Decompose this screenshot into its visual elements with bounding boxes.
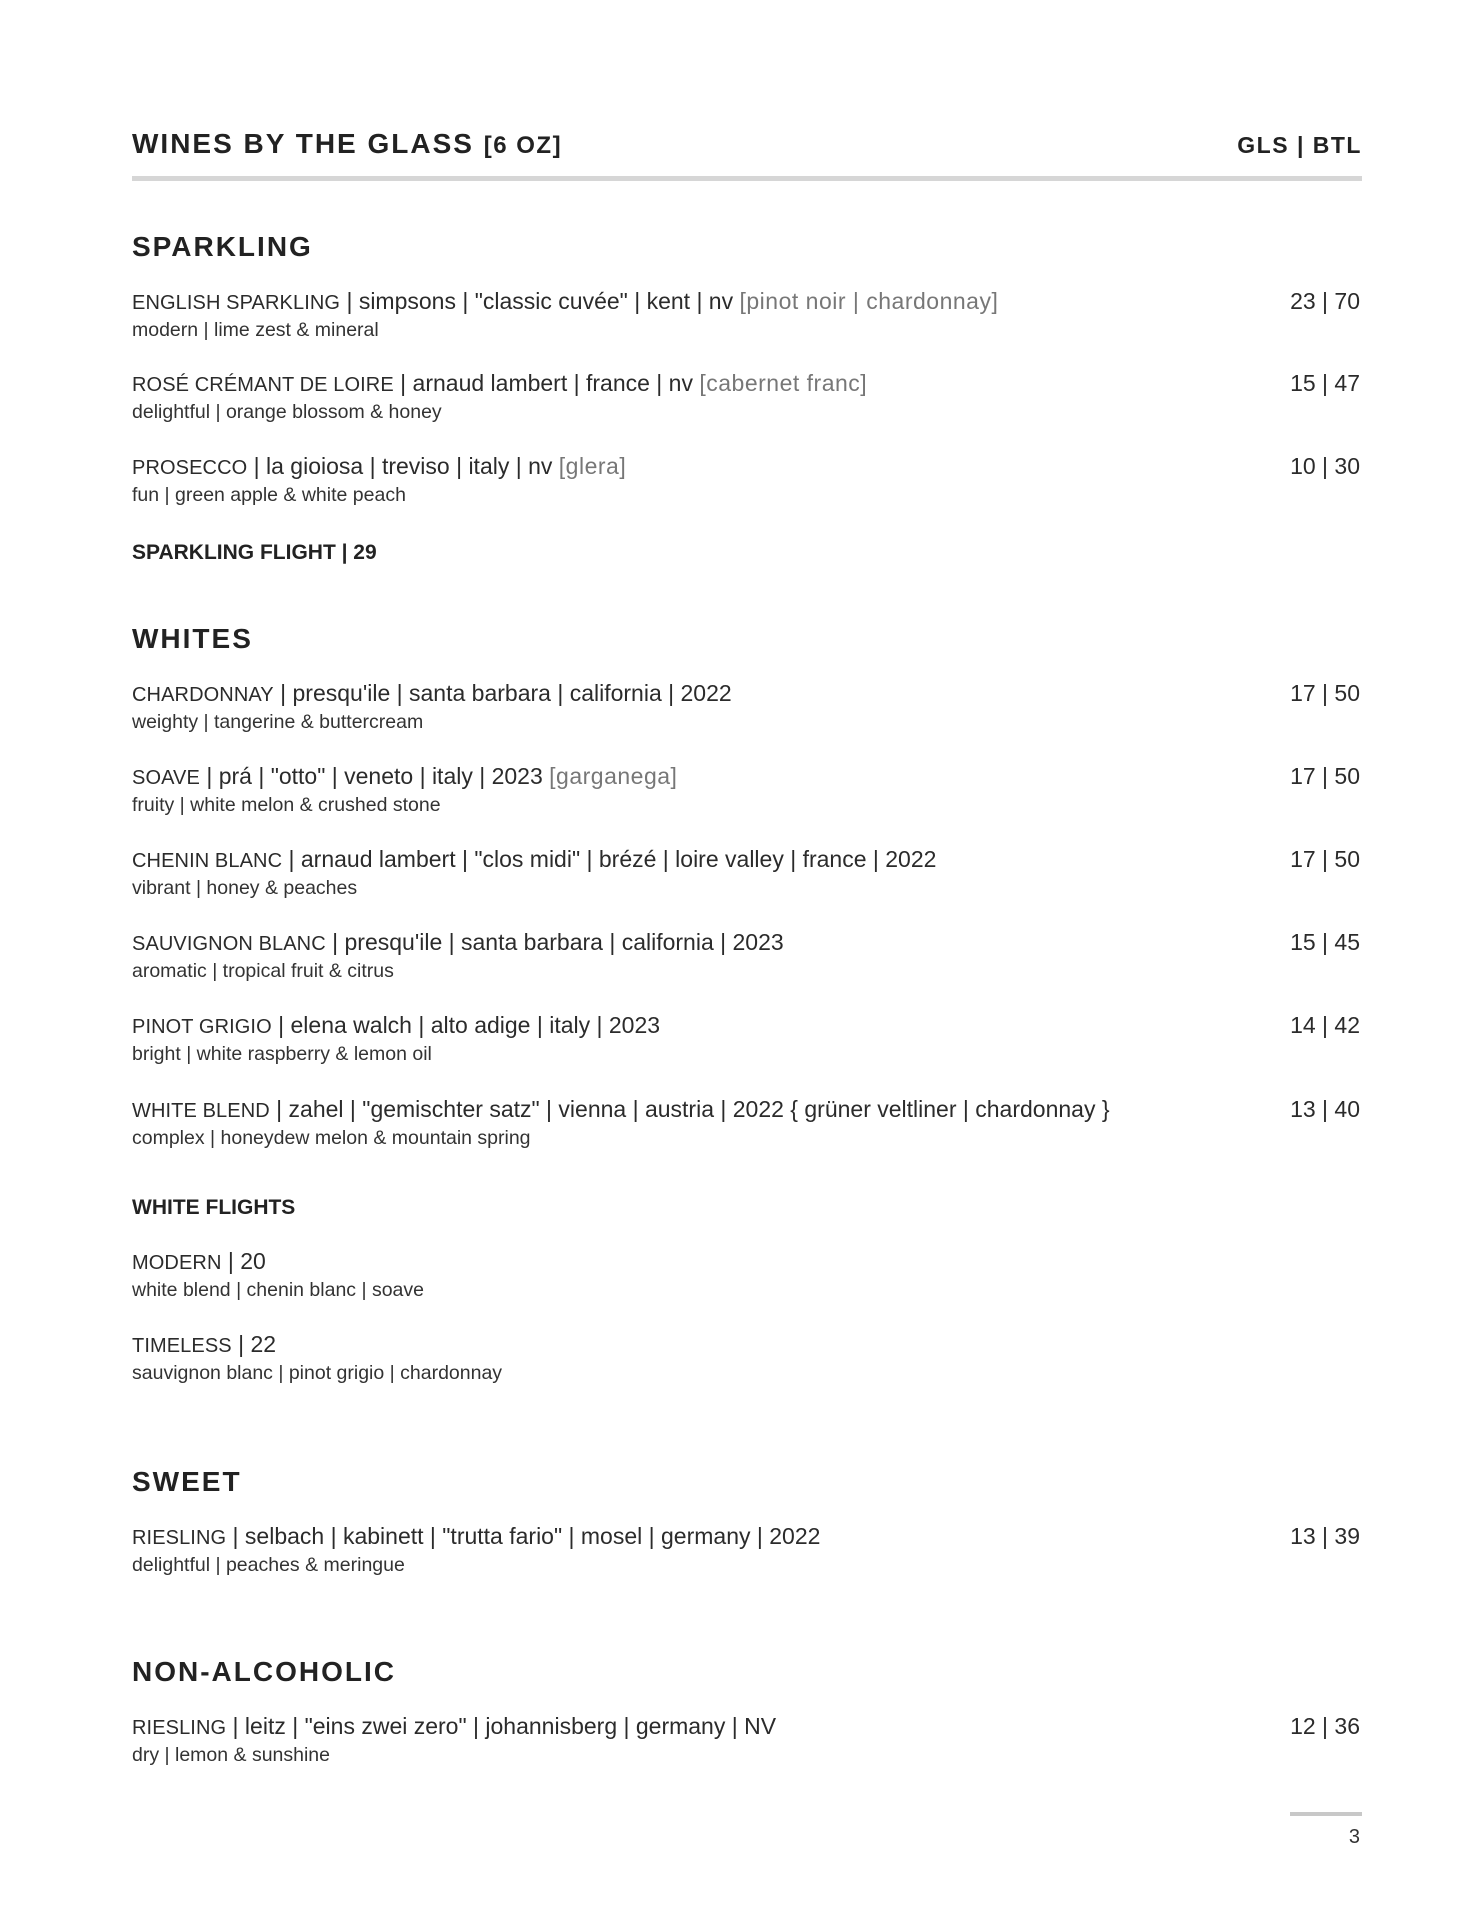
wine-line: [132, 370, 867, 397]
wine-grape: [glera]: [558, 453, 627, 479]
wine-line: [132, 929, 784, 956]
wine-grape: [garganega]: [549, 763, 678, 789]
wine-details: | presqu'ile | santa barbara | california | 2022: [273, 680, 732, 706]
wine-details: | presqu'ile | santa barbara | california | 2023: [325, 929, 784, 955]
flight-line: [132, 1331, 276, 1358]
wine-notes: dry | lemon & sunshine: [132, 1744, 330, 1766]
wine-notes: weighty | tangerine & buttercream: [132, 711, 424, 733]
menu-header: [132, 128, 1362, 168]
wine-details: | simpsons | "classic cuvée" | kent | nv: [340, 288, 740, 314]
wine-details: | la gioiosa | treviso | italy | nv: [247, 453, 559, 479]
wine-item: [132, 763, 1362, 823]
sparkling-flight: SPARKLING FLIGHT | 29: [132, 541, 377, 564]
flight-item: [132, 1331, 1362, 1391]
wine-price: 15 | 45: [1290, 929, 1360, 955]
wine-item: [132, 1713, 1362, 1773]
wine-item: [132, 846, 1362, 906]
wine-item: [132, 370, 1362, 430]
wine-name: SOAVE: [132, 767, 200, 789]
wine-line: [132, 453, 626, 480]
wine-line: [132, 680, 732, 707]
wine-line: [132, 846, 936, 873]
wine-notes: delightful | peaches & meringue: [132, 1554, 405, 1576]
wine-item: [132, 1523, 1362, 1583]
flight-name: TIMELESS: [132, 1335, 232, 1357]
section-heading-sweet: SWEET: [132, 1466, 242, 1497]
wine-grape: [cabernet franc]: [699, 370, 868, 396]
header-divider: [132, 176, 1362, 181]
wine-price: 17 | 50: [1290, 680, 1360, 706]
page-number: 3: [1348, 1826, 1360, 1848]
wine-name: WHITE BLEND: [132, 1100, 270, 1122]
wine-item: [132, 680, 1362, 740]
wine-price: 10 | 30: [1290, 453, 1360, 479]
wine-name: RIESLING: [132, 1527, 227, 1549]
price-columns-label: GLS | BTL: [1237, 132, 1362, 158]
wine-price: 13 | 39: [1290, 1523, 1360, 1549]
wine-name: CHENIN BLANC: [132, 850, 283, 872]
wine-notes: vibrant | honey & peaches: [132, 877, 358, 899]
flight-price: | 20: [221, 1248, 266, 1274]
wine-item: [132, 288, 1362, 348]
wine-line: [132, 288, 998, 315]
wine-name: CHARDONNAY: [132, 684, 274, 706]
wine-name: PINOT GRIGIO: [132, 1016, 272, 1038]
section-heading-non-alcoholic: NON-ALCOHOLIC: [132, 1656, 396, 1687]
flight-line: [132, 1248, 266, 1275]
wine-notes: modern | lime zest & mineral: [132, 319, 379, 341]
wine-name: ROSÉ CRÉMANT DE LOIRE: [132, 374, 394, 396]
wine-name: RIESLING: [132, 1717, 227, 1739]
wine-notes: delightful | orange blossom & honey: [132, 401, 442, 423]
wine-line: [132, 1096, 1110, 1123]
white-flights-label: WHITE FLIGHTS: [132, 1196, 296, 1219]
flight-wines: white blend | chenin blanc | soave: [132, 1279, 424, 1301]
wine-price: 14 | 42: [1290, 1012, 1360, 1038]
wine-price: 17 | 50: [1290, 763, 1360, 789]
wine-grape: [pinot noir | chardonnay]: [739, 288, 999, 314]
wine-item: [132, 1012, 1362, 1072]
wine-details: | arnaud lambert | "clos midi" | brézé | loire valley | france | 2022: [282, 846, 937, 872]
wine-item: [132, 453, 1362, 513]
flight-price: | 22: [231, 1331, 277, 1357]
wine-name: ENGLISH SPARKLING: [132, 292, 341, 314]
wine-notes: fruity | white melon & crushed stone: [132, 794, 441, 816]
wine-price: 13 | 40: [1290, 1096, 1360, 1122]
wine-notes: aromatic | tropical fruit & citrus: [132, 960, 394, 982]
wine-details: | leitz | "eins zwei zero" | johannisberg | germany | NV: [226, 1713, 777, 1739]
wine-price: 17 | 50: [1290, 846, 1360, 872]
wine-item: [132, 1096, 1362, 1156]
wine-line: [132, 1523, 820, 1550]
flight-name: MODERN: [132, 1252, 222, 1274]
wine-line: [132, 1713, 776, 1740]
wine-line: [132, 1012, 660, 1039]
wine-details: | zahel | "gemischter satz" | vienna | austria | 2022 { grüner veltliner | chardonnay }: [269, 1096, 1110, 1122]
wine-name: SAUVIGNON BLANC: [132, 933, 326, 955]
wine-details: | elena walch | alto adige | italy | 2023: [271, 1012, 661, 1038]
wine-details: | selbach | kabinett | "trutta fario" | mosel | germany | 2022: [226, 1523, 821, 1549]
wine-price: 12 | 36: [1290, 1713, 1360, 1739]
page-title: [132, 128, 562, 160]
wine-price: 23 | 70: [1290, 288, 1360, 314]
wine-line: [132, 763, 677, 790]
wine-name: PROSECCO: [132, 457, 248, 479]
section-heading-whites: WHITES: [132, 623, 253, 654]
wine-notes: complex | honeydew melon & mountain spring: [132, 1127, 531, 1149]
wine-details: | prá | "otto" | veneto | italy | 2023: [199, 763, 550, 789]
wine-notes: bright | white raspberry & lemon oil: [132, 1043, 432, 1065]
title-serving-size: [6 OZ]: [483, 132, 563, 159]
flight-wines: sauvignon blanc | pinot grigio | chardonnay: [132, 1362, 503, 1384]
flight-item: [132, 1248, 1362, 1308]
wine-price: 15 | 47: [1290, 370, 1360, 396]
wine-item: [132, 929, 1362, 989]
title-text: WINES BY THE GLASS: [132, 128, 474, 159]
section-heading-sparkling: SPARKLING: [132, 231, 313, 262]
wine-details: | arnaud lambert | france | nv: [393, 370, 700, 396]
wine-menu-page: [132, 0, 1362, 1920]
wine-notes: fun | green apple & white peach: [132, 484, 406, 506]
footer-divider: [1290, 1812, 1362, 1816]
